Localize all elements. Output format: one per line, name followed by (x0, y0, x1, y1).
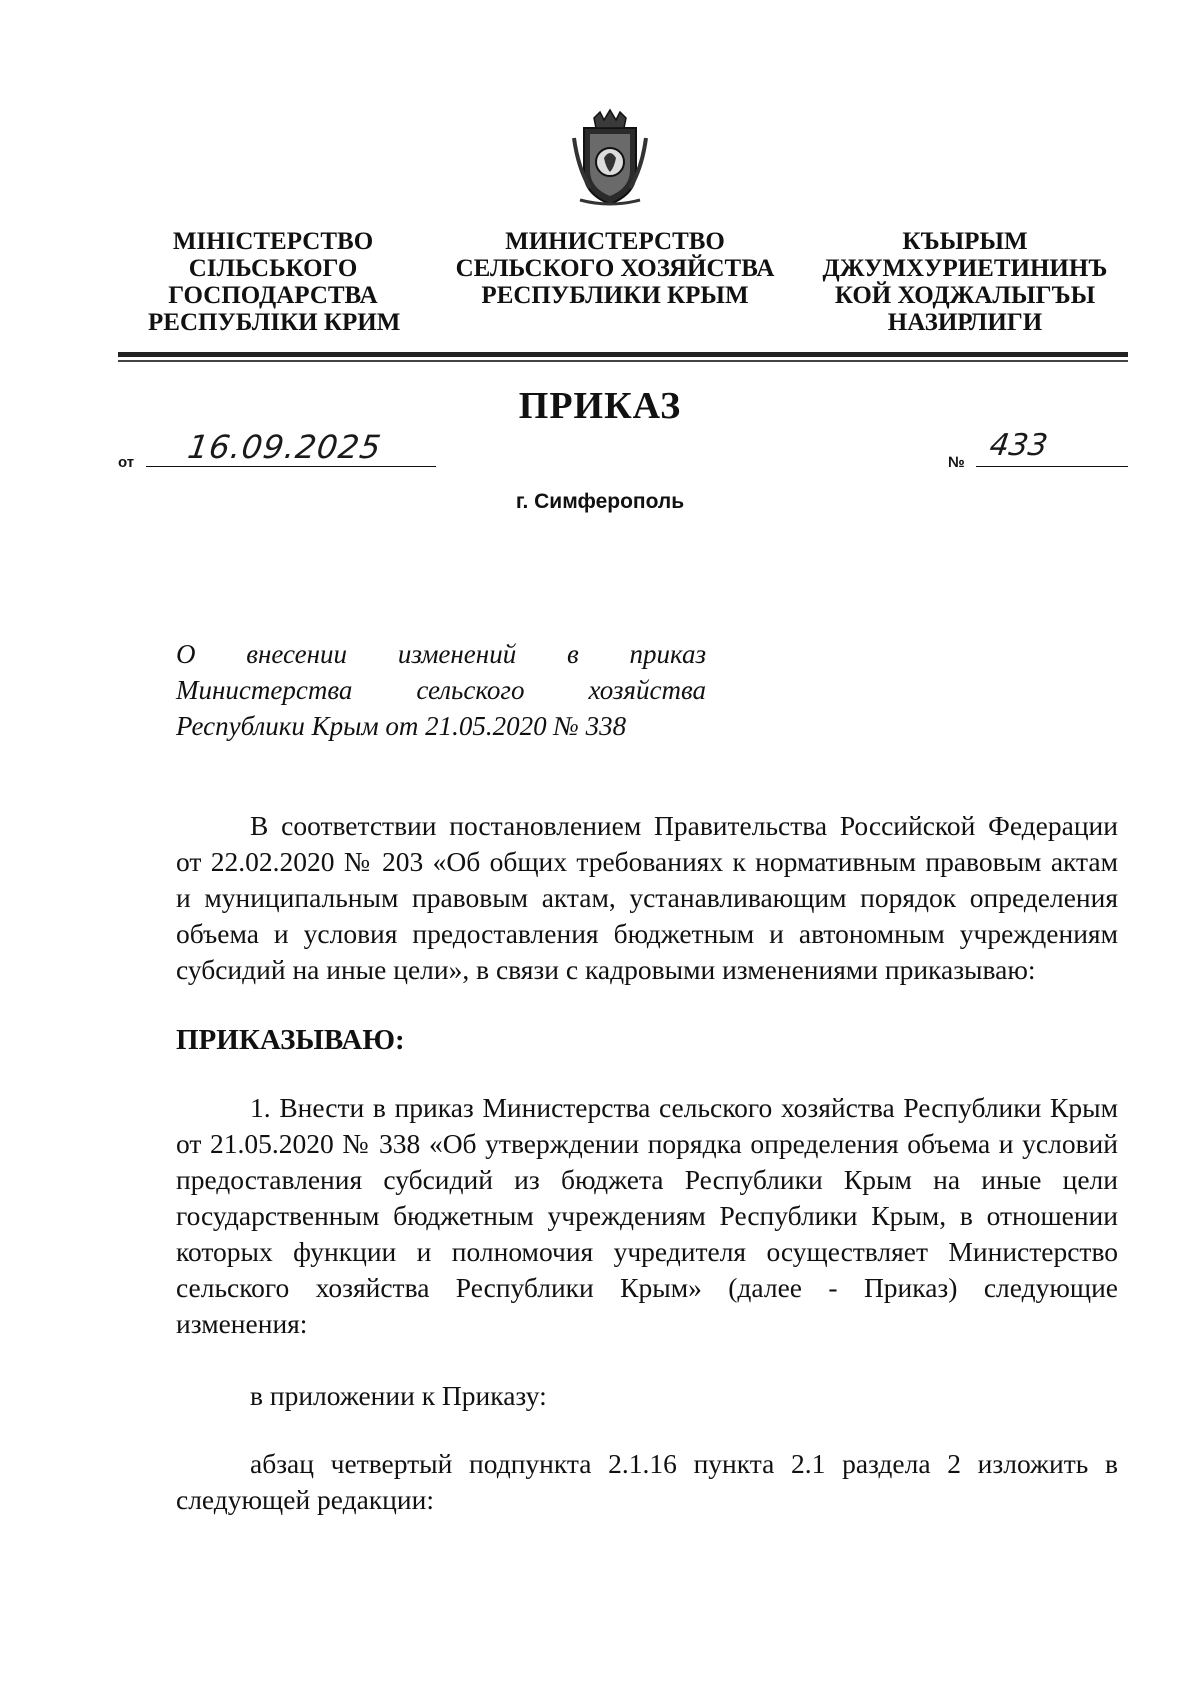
text-line: от 22.02.2020 № 203 «Об общих требованиях к нормативным правовым актам (176, 846, 1118, 877)
text-line: в приложении к Приказу: (250, 1380, 547, 1411)
number-underline (976, 466, 1128, 467)
city: г. Симферополь (515, 490, 685, 513)
subject-line: Министерства сельского хозяйства (176, 675, 706, 705)
header-line: ДЖУМХУРИЕТИНИНЪ (822, 255, 1108, 282)
text-line: которых функции и полномочия учредителя осуществляет Министерство (176, 1236, 1118, 1267)
number-handwritten: 433 (987, 428, 1050, 463)
order-subject (176, 636, 706, 744)
text-line: предоставления субсидий из бюджета Республики Крым на иные цели (176, 1164, 1118, 1195)
text-line: абзац четвертый подпункта 2.1.16 пункта 2.1 раздела 2 изложить в (250, 1448, 1118, 1479)
header-line: РЕСПУБЛІКИ КРИМ (148, 309, 401, 336)
crimea-coat-of-arms-icon (570, 108, 650, 208)
header-line: МІНІСТЕРСТВО (172, 228, 374, 255)
text-line: объема и условия предоставления бюджетным и автономным учреждениям (176, 918, 1118, 949)
subject-line: О внесении изменений в приказ (176, 639, 706, 669)
number-label: № (948, 454, 965, 471)
ministry-name-russian (450, 228, 780, 309)
ministry-name-ukrainian (148, 228, 401, 336)
header-divider-thin (118, 360, 1128, 362)
subject-line: Республики Крым от 21.05.2020 № 338 (176, 711, 627, 741)
header-line: МИНИСТЕРСТВО (505, 228, 725, 255)
header-line: СЕЛЬСКОГО ХОЗЯЙСТВА (455, 255, 775, 282)
text-line: сельского хозяйства Республики Крым» (далее - Приказ) следующие (176, 1272, 1118, 1303)
text-line: и муниципальным правовым актам, устанавливающим порядок определения (176, 882, 1118, 913)
date-handwritten: 16.09.2025 (185, 428, 384, 466)
appendix-line (176, 1378, 1118, 1414)
order-heading: ПРИКАЗЫВАЮ: (176, 1024, 405, 1056)
text-line: 1. Внести в приказ Министерства сельского хозяйства Республики Крым (250, 1092, 1118, 1123)
header-divider-thick (118, 352, 1128, 357)
header-line: НАЗИРЛИГИ (887, 309, 1043, 336)
header-line: КОЙ ХОДЖАЛЫГЪЫ (834, 282, 1096, 309)
text-line: субсидий на иные цели», в связи с кадровыми изменениями приказываю: (176, 954, 1036, 985)
date-underline (146, 466, 436, 467)
text-line: изменения: (176, 1308, 308, 1339)
order-item-1 (176, 1090, 1118, 1342)
header-line: РЕСПУБЛИКИ КРЫМ (481, 282, 749, 309)
amendment-paragraph (176, 1446, 1118, 1518)
header-line: СІЛЬСЬКОГО (188, 255, 358, 282)
text-line: государственным бюджетным учреждениям Республики Крым, в отношении (176, 1200, 1118, 1231)
header-line: КЪЫРЫМ (902, 228, 1028, 255)
date-label: от (118, 454, 135, 471)
header-line: ГОСПОДАРСТВА (168, 282, 378, 309)
ministry-name-crimean-tatar (800, 228, 1130, 336)
text-line: от 21.05.2020 № 338 «Об утверждении порядка определения объема и условий (176, 1128, 1118, 1159)
text-line: следующей редакции: (176, 1484, 434, 1515)
document-type-title: ПРИКАЗ (518, 385, 682, 427)
preamble-paragraph (176, 808, 1118, 988)
text-line: В соответствии постановлением Правительства Российской Федерации (250, 810, 1118, 841)
